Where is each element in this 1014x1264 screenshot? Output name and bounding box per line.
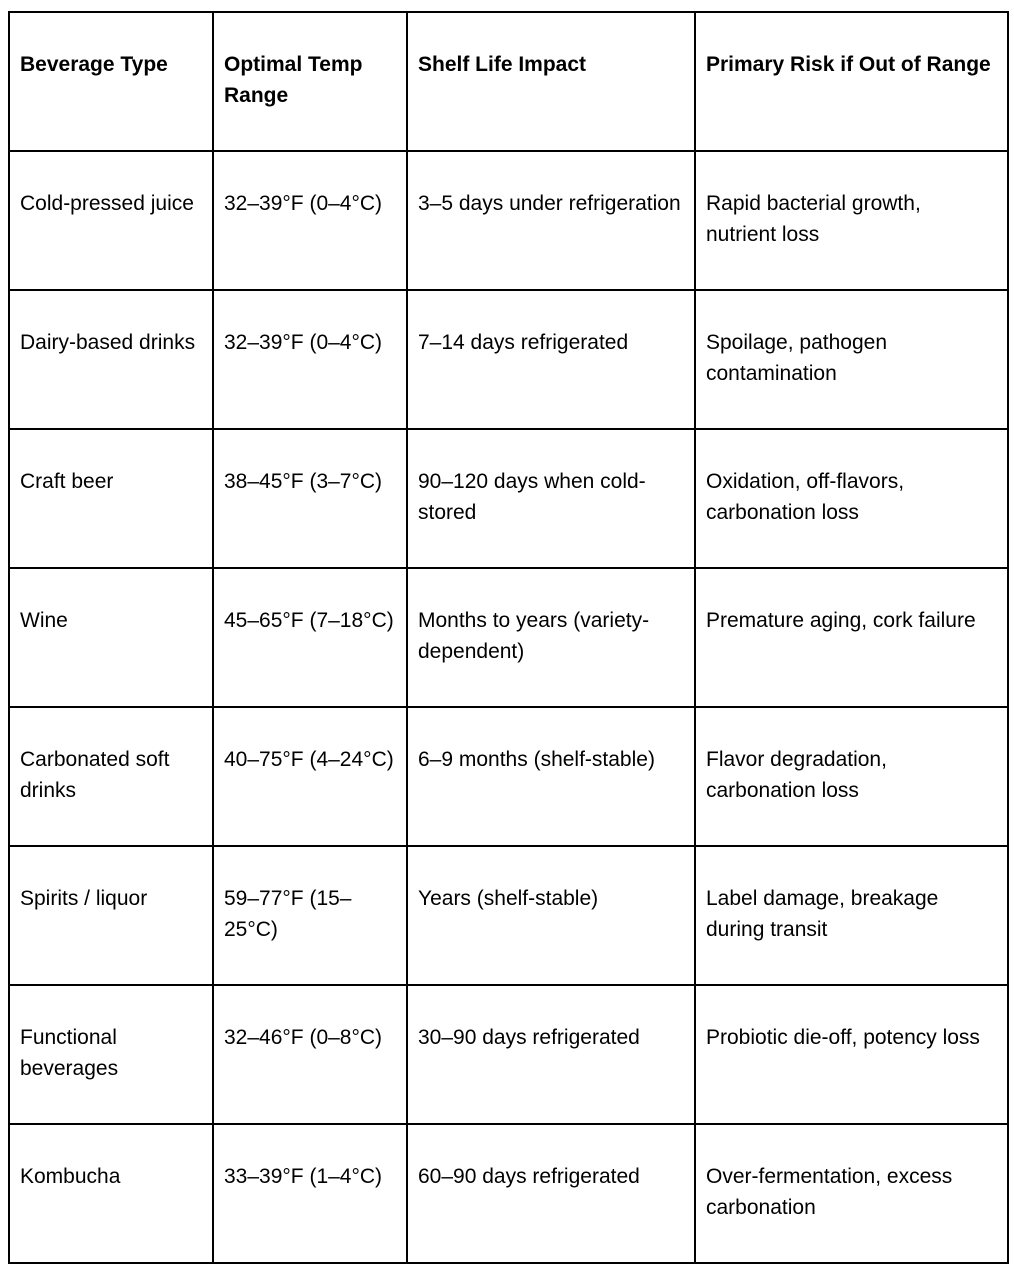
cell-temp-range: 45–65°F (7–18°C) bbox=[213, 568, 407, 707]
cell-shelf-life: 6–9 months (shelf-stable) bbox=[407, 707, 695, 846]
header-optimal-temp-range: Optimal Temp Range bbox=[213, 12, 407, 151]
cell-beverage-type: Cold-pressed juice bbox=[9, 151, 213, 290]
cell-primary-risk: Oxidation, off-flavors, carbonation loss bbox=[695, 429, 1008, 568]
cell-beverage-type: Craft beer bbox=[9, 429, 213, 568]
cell-temp-range: 59–77°F (15–25°C) bbox=[213, 846, 407, 985]
cell-shelf-life: 3–5 days under refrigeration bbox=[407, 151, 695, 290]
beverage-storage-table bbox=[8, 11, 1009, 1264]
table-row bbox=[9, 290, 1008, 429]
table-row bbox=[9, 846, 1008, 985]
header-beverage-type: Beverage Type bbox=[9, 12, 213, 151]
table-row bbox=[9, 1124, 1008, 1263]
cell-beverage-type: Wine bbox=[9, 568, 213, 707]
cell-primary-risk: Spoilage, pathogen contamination bbox=[695, 290, 1008, 429]
cell-beverage-type: Spirits / liquor bbox=[9, 846, 213, 985]
cell-temp-range: 32–39°F (0–4°C) bbox=[213, 290, 407, 429]
cell-shelf-life: Years (shelf-stable) bbox=[407, 846, 695, 985]
header-primary-risk: Primary Risk if Out of Range bbox=[695, 12, 1008, 151]
table-row bbox=[9, 429, 1008, 568]
cell-temp-range: 32–39°F (0–4°C) bbox=[213, 151, 407, 290]
header-shelf-life-impact: Shelf Life Impact bbox=[407, 12, 695, 151]
table-row bbox=[9, 568, 1008, 707]
cell-primary-risk: Label damage, breakage during transit bbox=[695, 846, 1008, 985]
cell-primary-risk: Premature aging, cork failure bbox=[695, 568, 1008, 707]
cell-temp-range: 38–45°F (3–7°C) bbox=[213, 429, 407, 568]
cell-shelf-life: 90–120 days when cold-stored bbox=[407, 429, 695, 568]
table-row bbox=[9, 151, 1008, 290]
cell-shelf-life: Months to years (variety-dependent) bbox=[407, 568, 695, 707]
cell-primary-risk: Flavor degradation, carbonation loss bbox=[695, 707, 1008, 846]
table-row bbox=[9, 985, 1008, 1124]
cell-shelf-life: 60–90 days refrigerated bbox=[407, 1124, 695, 1263]
cell-beverage-type: Functional beverages bbox=[9, 985, 213, 1124]
table-row bbox=[9, 707, 1008, 846]
cell-beverage-type: Kombucha bbox=[9, 1124, 213, 1263]
cell-temp-range: 40–75°F (4–24°C) bbox=[213, 707, 407, 846]
cell-temp-range: 32–46°F (0–8°C) bbox=[213, 985, 407, 1124]
cell-primary-risk: Probiotic die-off, potency loss bbox=[695, 985, 1008, 1124]
cell-beverage-type: Carbonated soft drinks bbox=[9, 707, 213, 846]
cell-shelf-life: 7–14 days refrigerated bbox=[407, 290, 695, 429]
cell-primary-risk: Over-fermentation, excess carbonation bbox=[695, 1124, 1008, 1263]
cell-shelf-life: 30–90 days refrigerated bbox=[407, 985, 695, 1124]
cell-temp-range: 33–39°F (1–4°C) bbox=[213, 1124, 407, 1263]
header-row bbox=[9, 12, 1008, 151]
cell-beverage-type: Dairy-based drinks bbox=[9, 290, 213, 429]
cell-primary-risk: Rapid bacterial growth, nutrient loss bbox=[695, 151, 1008, 290]
